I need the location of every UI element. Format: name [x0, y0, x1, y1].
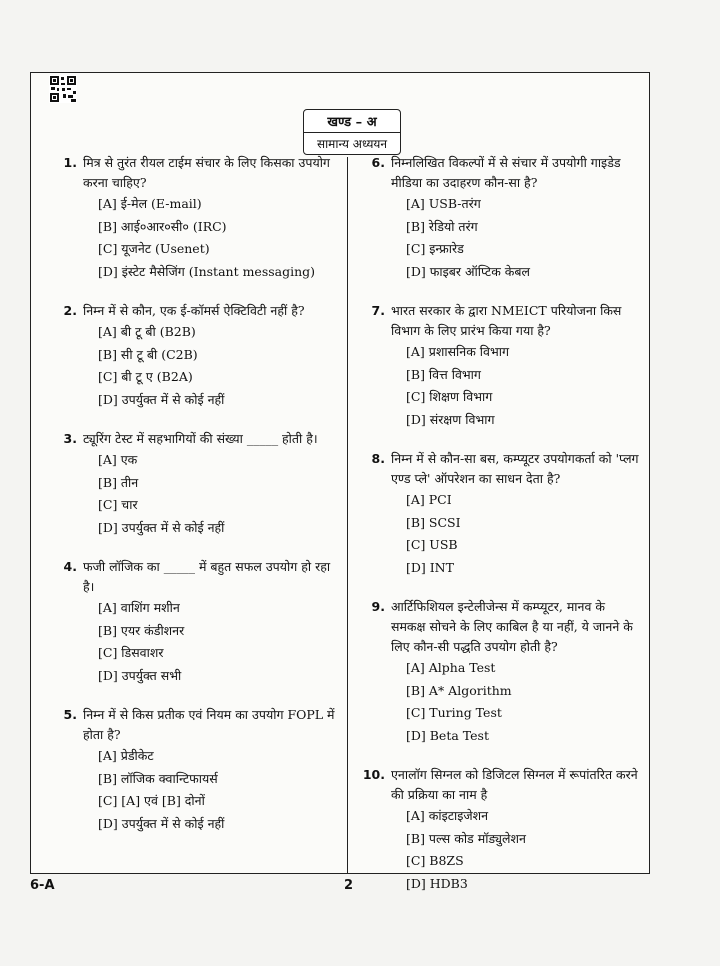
question-text: निम्न में से किस प्रतीक एवं नियम का उपयोग FOPL में होता है?: [83, 707, 335, 742]
option-a: [A] कांइटाइजेशन: [406, 808, 489, 823]
question-7: [361, 301, 643, 431]
section-title: खण्ड – अ: [304, 110, 400, 133]
option-c: [C] B8ZS: [406, 853, 464, 868]
question-text: एनालॉग सिग्नल को डिजिटल सिग्नल में रूपांतरित करने की प्रक्रिया का नाम है: [391, 767, 638, 802]
question-number: 2.: [63, 303, 77, 318]
option-d: [D] उपर्युक्त में से कोई नहीं: [98, 815, 225, 831]
option-a: [A] प्रशासनिक विभाग: [406, 344, 510, 359]
question-2: [53, 301, 343, 411]
section-subtitle: सामान्य अध्ययन: [316, 137, 388, 151]
question-text: निम्न में से कौन-सा बस, कम्प्यूटर उपयोगकर्ता को 'प्लग एण्ड प्ले' ऑपरेशन का साधन देता है?: [391, 451, 639, 486]
option-d: [D] उपर्युक्त में से कोई नहीं: [98, 519, 225, 535]
question-1: [53, 153, 343, 283]
qr-code-icon: [49, 75, 77, 103]
question-text: आर्टिफिशियल इन्टेलीजेन्स में कम्प्यूटर, मानव के समकक्ष सोचने के लिए काबिल है या नहीं, ये जानने के लिए कौन-सी पद्धति उपयोग होती है?: [391, 599, 633, 654]
question-text: भारत सरकार के द्वारा NMEICT परियोजना किस विभाग के लिए प्रारंभ किया गया है?: [391, 303, 622, 338]
right-column: [361, 153, 643, 913]
option-b: [B] रेडियो तरंग: [406, 218, 478, 234]
option-b: [B] लॉजिक क्वान्टिफायर्स: [98, 770, 218, 786]
left-column: [53, 153, 343, 853]
option-c: [C] चार: [98, 497, 138, 512]
option-c: [C] USB: [406, 537, 458, 552]
option-a: [A] PCI: [406, 492, 452, 507]
option-c: [C] यूजनेट (Usenet): [98, 241, 210, 256]
option-b: [B] पल्स कोड मॉड्युलेशन: [406, 830, 526, 846]
option-c: [C] [A] एवं [B] दोनों: [98, 793, 205, 808]
option-c: [C] शिक्षण विभाग: [406, 389, 493, 404]
question-number: 3.: [63, 431, 77, 446]
option-a: [A] वाशिंग मशीन: [98, 600, 180, 615]
option-a: [A] ई-मेल (E-mail): [98, 196, 202, 211]
question-3: [53, 429, 343, 539]
option-d: [D] फाइबर ऑप्टिक केबल: [406, 263, 531, 279]
option-c: [C] डिसवाशर: [98, 645, 164, 660]
question-9: [361, 597, 643, 747]
question-text: मित्र से तुरंत रीयल टाईम संचार के लिए किसका उपयोग करना चाहिए?: [83, 155, 330, 190]
option-d: [D] संरक्षण विभाग: [406, 411, 495, 427]
option-b: [B] वित्त विभाग: [406, 366, 481, 382]
option-d: [D] उपर्युक्त में से कोई नहीं: [98, 391, 225, 407]
question-10: [361, 765, 643, 895]
question-number: 7.: [371, 303, 385, 318]
question-text: निम्न में से कौन, एक ई-कॉमर्स ऐक्टिविटी नहीं है?: [83, 303, 305, 318]
option-a: [A] Alpha Test: [406, 660, 496, 675]
option-a: [A] प्रेडीकेट: [98, 748, 154, 763]
option-d: [D] HDB3: [406, 875, 468, 891]
question-number: 4.: [63, 559, 77, 574]
question-text: निम्नलिखित विकल्पों में से संचार में उपयोगी गाइडेड मीडिया का उदाहरण कौन-सा है?: [391, 155, 621, 190]
page-number: 2: [344, 878, 354, 893]
question-text: फजी लॉजिक का _____ में बहुत सफल उपयोग हो रहा है।: [83, 559, 331, 594]
option-b: [B] A* Algorithm: [406, 682, 512, 698]
option-d: [D] Beta Test: [406, 727, 489, 743]
question-4: [53, 557, 343, 687]
option-b: [B] एयर कंडीशनर: [98, 622, 185, 638]
question-number: 10.: [362, 767, 385, 782]
question-5: [53, 705, 343, 835]
option-d: [D] उपर्युक्त सभी: [98, 667, 182, 683]
booklet-code: 6-A: [30, 878, 55, 893]
question-number: 1.: [63, 155, 77, 170]
option-b: [B] सी टू बी (C2B): [98, 346, 198, 362]
option-c: [C] इन्फ्रारेड: [406, 241, 464, 256]
question-number: 8.: [371, 451, 385, 466]
option-b: [B] आई०आर०सी० (IRC): [98, 218, 227, 234]
option-b: [B] तीन: [98, 474, 139, 490]
question-8: [361, 449, 643, 579]
option-a: [A] USB-तरंग: [406, 196, 481, 211]
section-header: [303, 109, 401, 155]
option-d: [D] इंस्टेट मैसेजिंग (Instant messaging): [98, 263, 316, 279]
question-number: 5.: [63, 707, 77, 722]
option-b: [B] SCSI: [406, 514, 461, 530]
option-c: [C] बी टू ए (B2A): [98, 369, 193, 384]
option-a: [A] बी टू बी (B2B): [98, 324, 196, 339]
option-c: [C] Turing Test: [406, 705, 502, 720]
option-a: [A] एक: [98, 452, 138, 467]
option-d: [D] INT: [406, 559, 454, 575]
column-divider: [347, 157, 348, 873]
question-number: 9.: [371, 599, 385, 614]
question-text: ट्यूरिंग टेस्ट में सहभागियों की संख्या _____ होती है।: [83, 431, 318, 446]
question-6: [361, 153, 643, 283]
question-number: 6.: [371, 155, 385, 170]
